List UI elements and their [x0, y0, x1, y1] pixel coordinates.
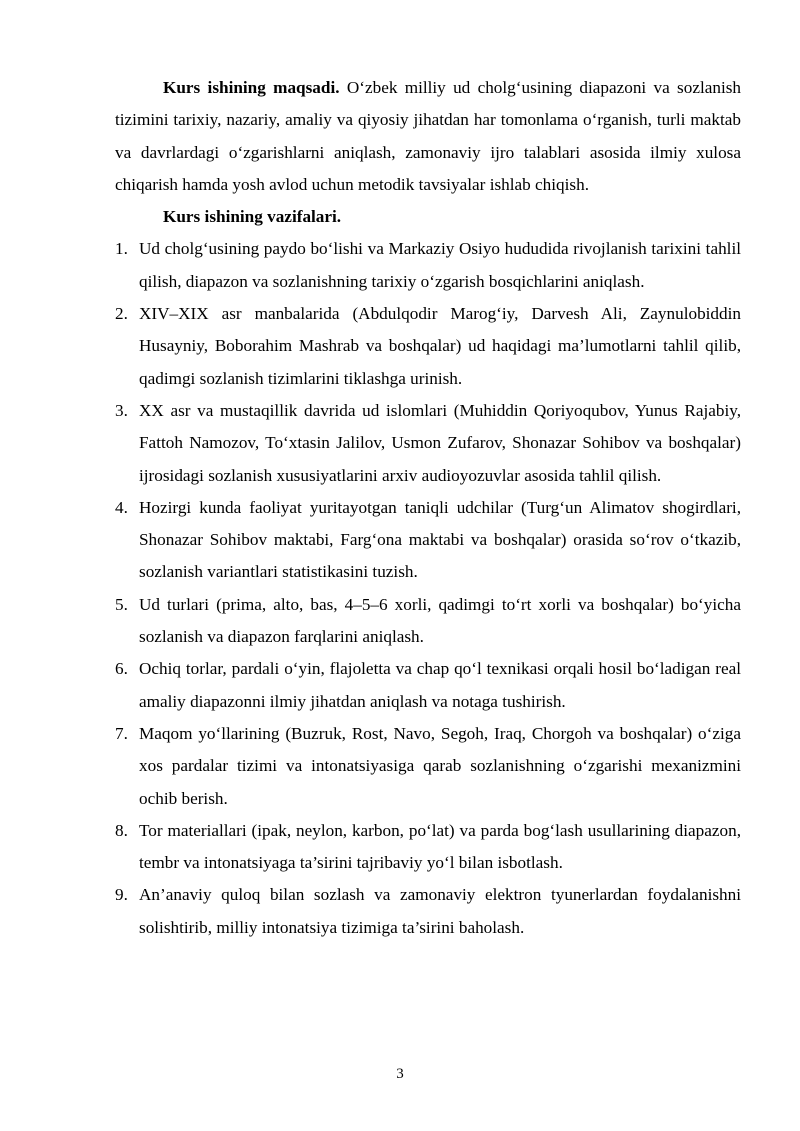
- list-item-text: XX asr va mustaqillik davrida ud islomlari (Muhiddin Qoriyoqubov, Yunus Rajabiy, Fattoh Namozov, To‘xtasin Jalilov, Usmon Zufarov, Shonazar Sohibov va boshqalar) ijrosidagi sozlanish xususiyatlarini arxiv audioyozuvlar asosida tahlil qilish.: [139, 400, 741, 485]
- list-item: [115, 879, 741, 944]
- goal-text: O‘zbek milliy ud cholg‘usining diapazoni va sozlanish tizimini tarixiy, nazariy, amaliy va qiyosiy jihatdan har tomonlama o‘rganish, turli maktab va davrlardagi o‘zgarishlarni aniqlash, zamonaviy ijro talablari asosida ilmiy xulosa chiqarish hamda yosh avlod uchun metodik tavsiyalar ishlab chiqish.: [115, 78, 742, 194]
- list-item-number: 4.: [115, 497, 128, 517]
- tasks-list: [115, 233, 741, 944]
- list-item-number: 1.: [115, 239, 128, 259]
- document-body: [115, 72, 741, 944]
- list-item-text: Ud cholg‘usining paydo bo‘lishi va Markaziy Osiyo hududida rivojlanish tarixini tahlil qilish, diapazon va sozlanishning tarixiy o‘zgarish bosqichlarini aniqlash.: [139, 239, 741, 291]
- list-item-text: Ud turlari (prima, alto, bas, 4–5–6 xorli, qadimgi to‘rt xorli va boshqalar) bo‘yicha sozlanish va diapazon farqlarini aniqlash.: [139, 594, 741, 647]
- list-item: [115, 233, 741, 298]
- list-item-number: 7.: [115, 723, 128, 743]
- list-item: [115, 815, 741, 880]
- goal-paragraph: [115, 72, 741, 201]
- list-item-number: 2.: [115, 304, 128, 324]
- list-item-text: XIV–XIX asr manbalarida (Abdulqodir Marog‘iy, Darvesh Ali, Zaynulobiddin Husayniy, Boborahim Mashrab va boshqalar) ud haqidagi ma’lumotlarni tahlil qilib, qadimgi sozlanish tizimlarini tiklashga urinish.: [139, 304, 741, 388]
- list-item: [115, 395, 741, 492]
- list-item-number: 9.: [115, 885, 128, 905]
- goal-heading: Kurs ishining maqsadi.: [163, 78, 340, 97]
- list-item-number: 8.: [115, 820, 128, 840]
- list-item: [115, 492, 741, 589]
- list-item-text: Tor materiallari (ipak, neylon, karbon, po‘lat) va parda bog‘lash usullarining diapazon, tembr va intonatsiyaga ta’sirini tajribaviy yo‘l bilan isbotlash.: [139, 820, 741, 873]
- list-item-text: An’anaviy quloq bilan sozlash va zamonaviy elektron tyunerlardan foydalanishni solishtirib, milliy intonatsiya tizimiga ta’sirini baholash.: [139, 885, 741, 937]
- list-item-number: 6.: [115, 659, 128, 679]
- tasks-heading: Kurs ishining vazifalari.: [163, 207, 342, 227]
- list-item-text: Maqom yo‘llarining (Buzruk, Rost, Navo, Segoh, Iraq, Chorgoh va boshqalar) o‘ziga xos pardalar tizimi va intonatsiyasiga qarab sozlanishning o‘zgarishi mexanizmini ochib berish.: [139, 723, 741, 808]
- list-item-text: Ochiq torlar, pardali o‘yin, flajoletta va chap qo‘l texnikasi orqali hosil bo‘ladigan real amaliy diapazonni ilmiy jihatdan aniqlash va notaga tushirish.: [139, 659, 741, 711]
- list-item: [115, 589, 741, 654]
- list-item: [115, 298, 741, 395]
- list-item-number: 5.: [115, 594, 128, 614]
- page-number: 3: [396, 1066, 404, 1082]
- list-item: [115, 718, 741, 815]
- list-item: [115, 653, 741, 718]
- list-item-number: 3.: [115, 400, 128, 420]
- list-item-text: Hozirgi kunda faoliyat yuritayotgan taniqli udchilar (Turg‘un Alimatov shogirdlari, Shonazar Sohibov maktabi, Farg‘ona maktabi va boshqalar) orasida so‘rov o‘tkazib, sozlanish variantlari statistikasini tuzish.: [139, 497, 741, 582]
